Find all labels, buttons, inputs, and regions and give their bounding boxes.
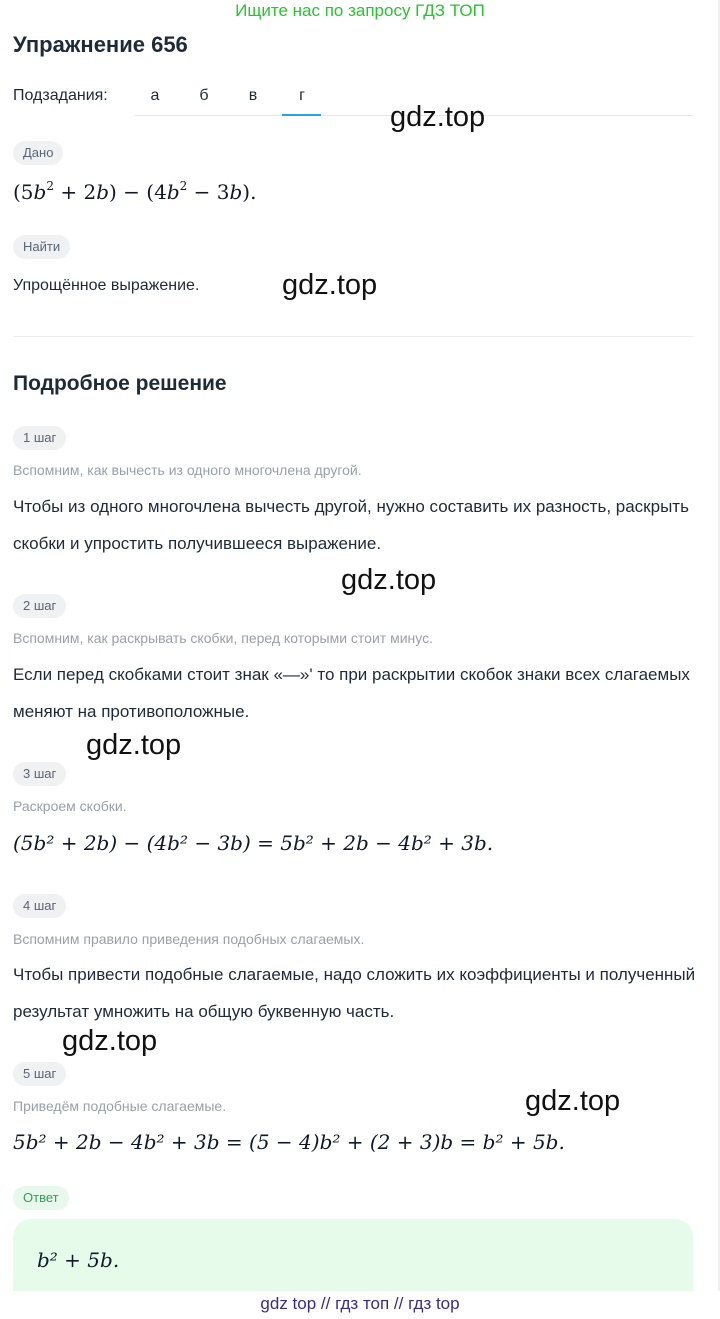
watermark: gdz.top — [282, 269, 378, 301]
step-chip: 1 шаг — [13, 426, 66, 450]
step-formula: 5b² + 2b − 4b² + 3b = (5 − 4)b² + (2 + 3)b = b² + 5b. — [13, 1130, 565, 1154]
answer-value: b² + 5b. — [37, 1248, 120, 1272]
tab-b[interactable]: б — [199, 87, 209, 104]
step-hint: Приведём подобные слагаемые. — [13, 1098, 227, 1114]
watermark: gdz.top — [86, 729, 182, 761]
watermark: gdz.top — [62, 1025, 158, 1057]
find-text: Упрощённое выражение. — [13, 277, 200, 294]
step-text: Если перед скобками стоит знак «—»' то при раскрытии скобок знаки всех слагаемых меняют на противоположные. — [13, 665, 690, 721]
step-hint: Вспомним, как раскрывать скобки, перед которыми стоит минус. — [13, 630, 433, 646]
watermark: gdz.top — [341, 564, 437, 596]
solution-heading: Подробное решение — [13, 372, 227, 395]
tab-a[interactable]: а — [150, 87, 160, 104]
step-text: Чтобы привести подобные слагаемые, надо сложить их коэффициенты и полученный результат умножить на общую буквенную часть. — [13, 965, 696, 1021]
step-chip: 5 шаг — [13, 1062, 66, 1086]
watermark: gdz.top — [525, 1085, 621, 1117]
page-title: Упражнение 656 — [13, 32, 188, 57]
subtasks-label: Подзадания: — [13, 87, 108, 104]
step-hint: Вспомним, как вычесть из одного многочлена другой. — [13, 462, 362, 478]
given-chip: Дано — [13, 141, 63, 165]
step-chip: 3 шаг — [13, 762, 66, 786]
watermark: gdz.top — [390, 101, 486, 133]
step-hint: Раскроем скобки. — [13, 798, 127, 814]
step-formula: (5b² + 2b) − (4b² − 3b) = 5b² + 2b − 4b² + 3b. — [13, 831, 494, 855]
given-expression: $(5b^2 + 2b) - (4b^2 - 3b)$. — [13, 179, 257, 204]
section-divider — [13, 336, 693, 337]
step-text: Чтобы из одного многочлена вычесть другой, нужно составить их разность, раскрыть скобки и упростить получившееся выражение. — [13, 497, 689, 553]
active-tab-indicator — [282, 114, 321, 116]
step-chip: 2 шаг — [13, 594, 66, 618]
tab-v[interactable]: в — [248, 87, 258, 104]
footer-links[interactable]: gdz top // гдз топ // гдз top — [0, 1291, 720, 1319]
search-banner[interactable]: Ищите нас по запросу ГДЗ ТОП — [235, 1, 485, 20]
tab-g[interactable]: г — [299, 87, 305, 104]
answer-chip: Ответ — [13, 1186, 69, 1210]
step-chip: 4 шаг — [13, 894, 66, 918]
step-hint: Вспомним правило приведения подобных слагаемых. — [13, 931, 365, 947]
find-chip: Найти — [13, 235, 70, 259]
